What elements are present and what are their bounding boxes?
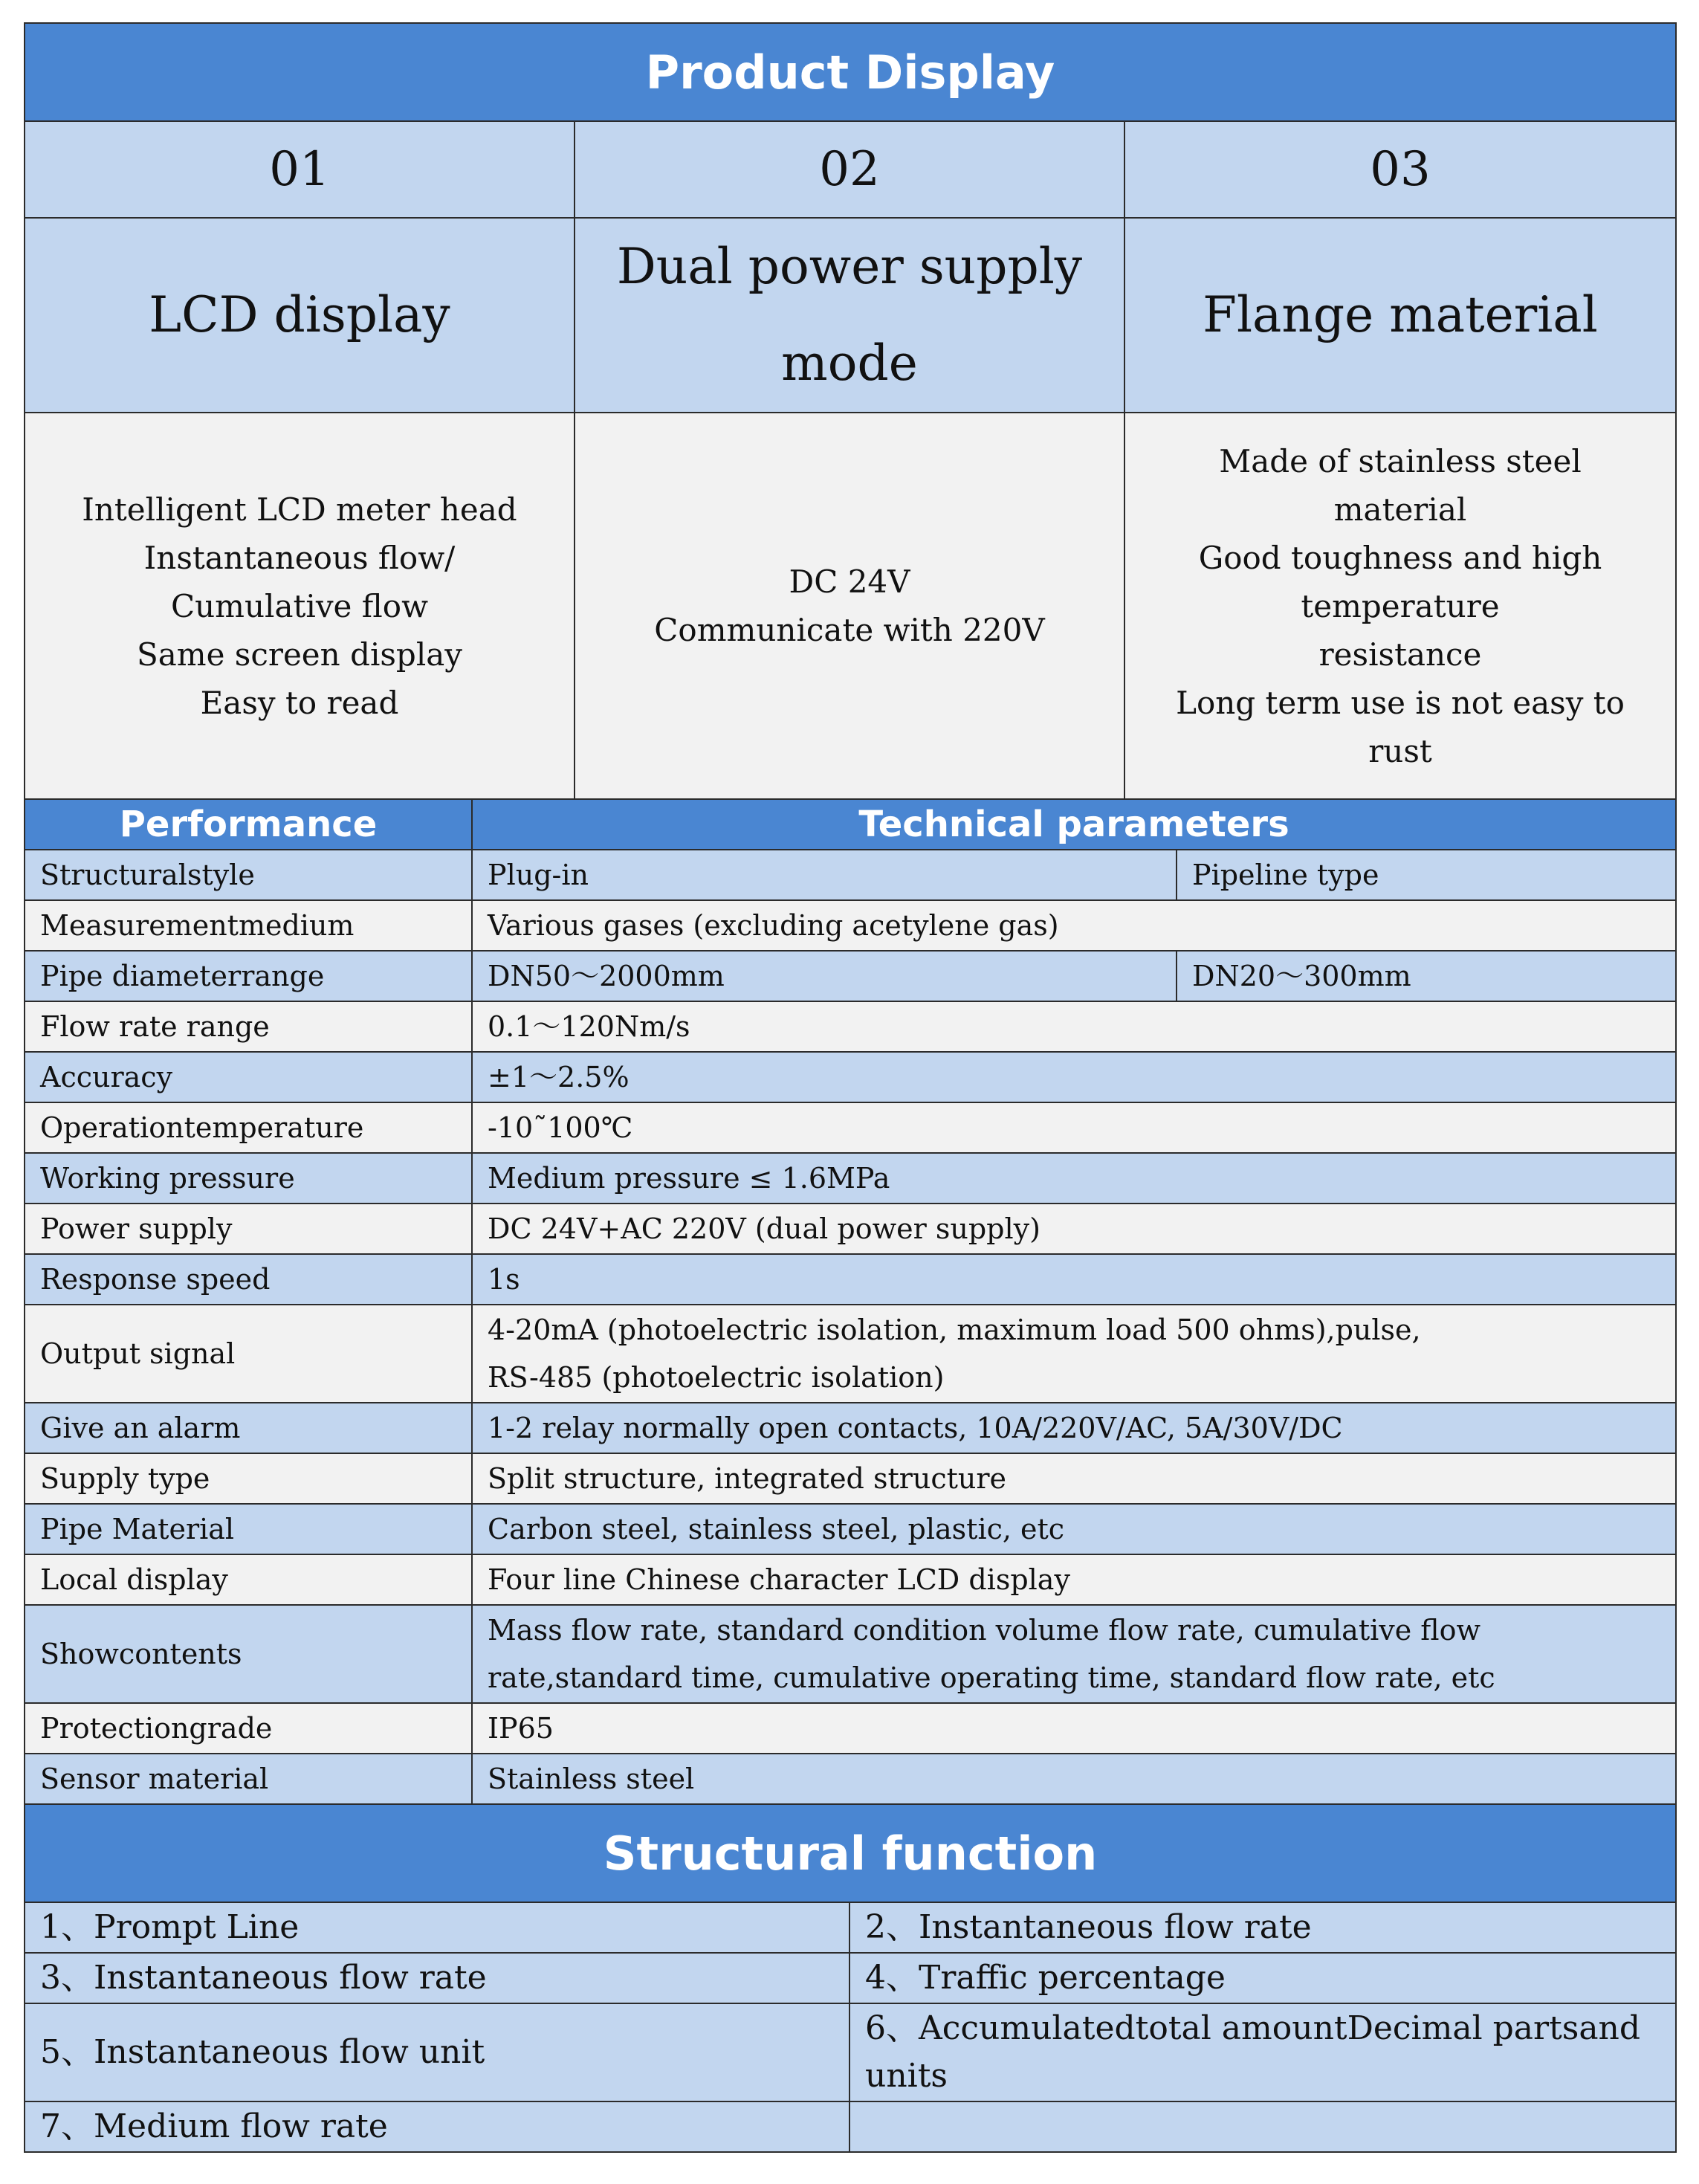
feature-description: Intelligent LCD meter head Instantaneous flow/ Cumulative flow Same screen display Easy to read xyxy=(25,413,575,799)
param-value: 0.1～120Nm/s xyxy=(472,1001,1676,1052)
feature-title: Flange material xyxy=(1124,218,1676,413)
structure-item: 5、Instantaneous flow unit xyxy=(25,2003,850,2101)
param-label: Power supply xyxy=(25,1204,472,1254)
product-display-title: Product Display xyxy=(25,23,1676,121)
param-label: Protectiongrade xyxy=(25,1703,472,1754)
param-value: Plug-in xyxy=(472,850,1177,900)
structure-item: 6、Accumulatedtotal amountDecimal partsand units xyxy=(850,2003,1676,2101)
feature-title: Dual power supply mode xyxy=(575,218,1124,413)
param-label: Working pressure xyxy=(25,1153,472,1204)
param-label: Showcontents xyxy=(25,1605,472,1703)
param-label: Pipe diameterrange xyxy=(25,951,472,1001)
param-value: DC 24V+AC 220V (dual power supply) xyxy=(472,1204,1676,1254)
feature-title: LCD display xyxy=(25,218,575,413)
param-value: Medium pressure ≤ 1.6MPa xyxy=(472,1153,1676,1204)
param-value: Carbon steel, stainless steel, plastic, etc xyxy=(472,1504,1676,1554)
param-value: IP65 xyxy=(472,1703,1676,1754)
feature-description: Made of stainless steel material Good toughness and high temperature resistance Long term use is not easy to rust xyxy=(1124,413,1676,799)
param-value: Split structure, integrated structure xyxy=(472,1453,1676,1504)
structure-item: 4、Traffic percentage xyxy=(850,1953,1676,2003)
param-value: 1s xyxy=(472,1254,1676,1305)
param-label: Output signal xyxy=(25,1305,472,1403)
param-label: Sensor material xyxy=(25,1754,472,1804)
technical-parameters-header: Technical parameters xyxy=(472,799,1676,850)
param-value: 4-20mA (photoelectric isolation, maximum load 500 ohms),pulse, RS-485 (photoelectric isolation) xyxy=(472,1305,1676,1403)
param-value: Mass flow rate, standard condition volume flow rate, cumulative flow rate,standard time, cumulative operating time, standard flow rate, etc xyxy=(472,1605,1676,1703)
param-value: Various gases (excluding acetylene gas) xyxy=(472,900,1676,951)
param-label: Response speed xyxy=(25,1254,472,1305)
structure-item: 7、Medium flow rate xyxy=(25,2101,850,2152)
feature-number: 01 xyxy=(25,121,575,218)
param-label: Pipe Material xyxy=(25,1504,472,1554)
param-label: Accuracy xyxy=(25,1052,472,1102)
parameters-table xyxy=(24,798,1677,1805)
param-value: -10˜100℃ xyxy=(472,1102,1676,1153)
param-label: Local display xyxy=(25,1554,472,1605)
product-display-table xyxy=(24,22,1677,800)
param-value: 1-2 relay normally open contacts, 10A/220V/AC, 5A/30V/DC xyxy=(472,1403,1676,1453)
feature-description: DC 24V Communicate with 220V xyxy=(575,413,1124,799)
param-label: Flow rate range xyxy=(25,1001,472,1052)
param-value: DN50～2000mm xyxy=(472,951,1177,1001)
param-value-alt: Pipeline type xyxy=(1177,850,1676,900)
param-value: Stainless steel xyxy=(472,1754,1676,1804)
param-label: Supply type xyxy=(25,1453,472,1504)
structural-function-title: Structural function xyxy=(25,1804,1676,1902)
feature-number: 03 xyxy=(1124,121,1676,218)
param-label: Measurementmedium xyxy=(25,900,472,951)
feature-number: 02 xyxy=(575,121,1124,218)
spec-sheet xyxy=(24,22,1675,2153)
structural-function-table xyxy=(24,1803,1677,2153)
param-value-alt: DN20～300mm xyxy=(1177,951,1676,1001)
empty-cell xyxy=(850,2101,1676,2152)
structure-item: 3、Instantaneous flow rate xyxy=(25,1953,850,2003)
param-label: Structuralstyle xyxy=(25,850,472,900)
structure-item: 2、Instantaneous flow rate xyxy=(850,1902,1676,1953)
param-value: Four line Chinese character LCD display xyxy=(472,1554,1676,1605)
param-label: Operationtemperature xyxy=(25,1102,472,1153)
structure-item: 1、Prompt Line xyxy=(25,1902,850,1953)
param-label: Give an alarm xyxy=(25,1403,472,1453)
param-value: ±1～2.5% xyxy=(472,1052,1676,1102)
performance-header: Performance xyxy=(25,799,472,850)
